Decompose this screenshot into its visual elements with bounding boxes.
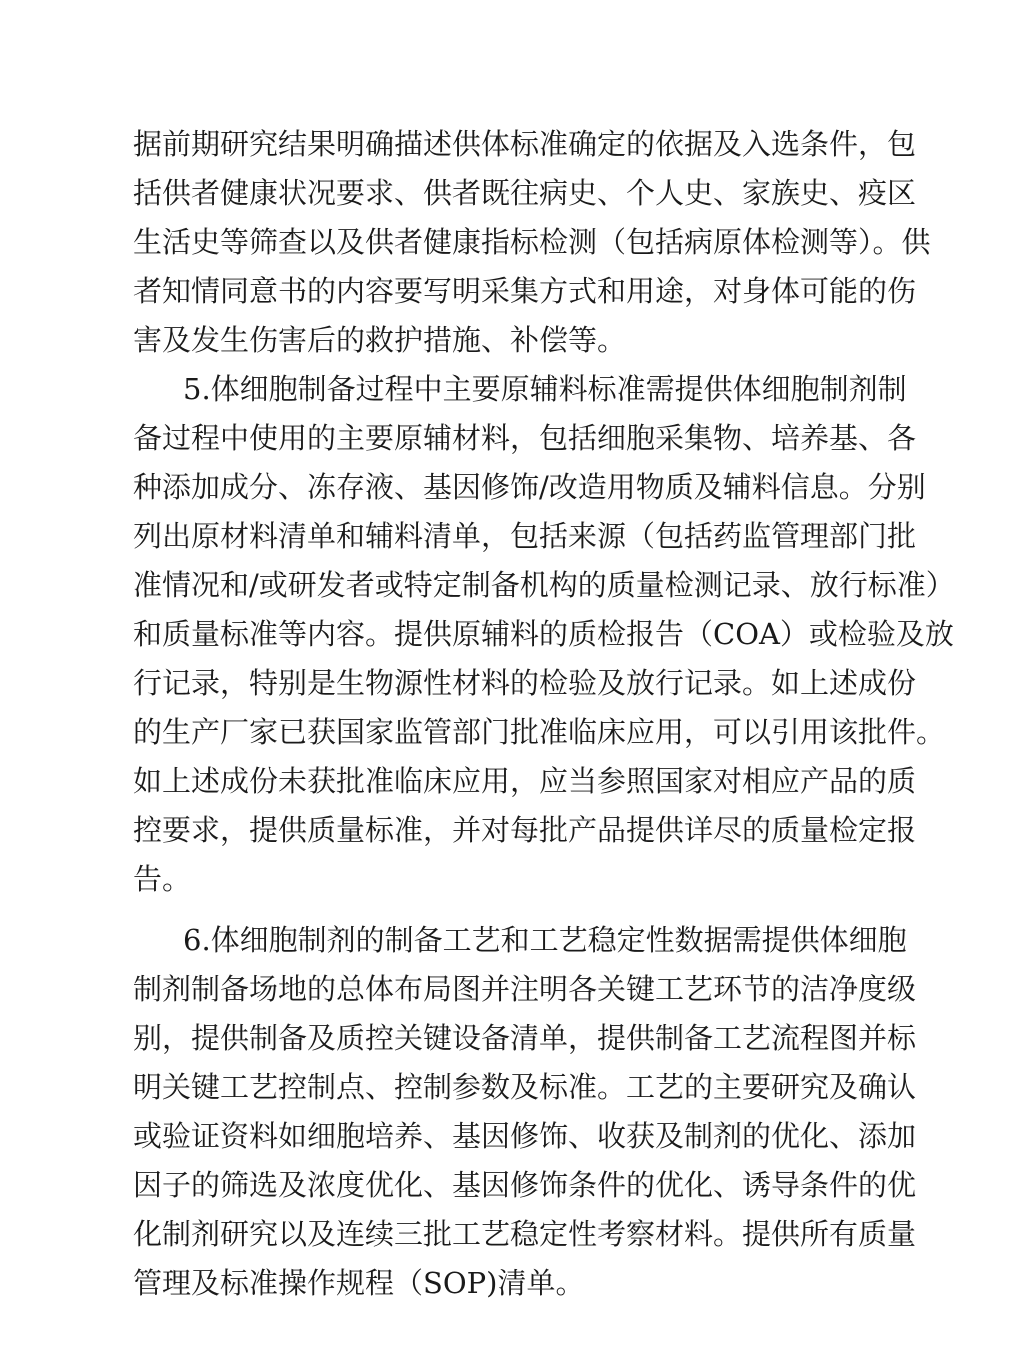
text-line: 和质量标准等内容。提供原辅料的质检报告（COA）或检验及放 xyxy=(133,617,954,651)
text-line: 控要求，提供质量标准，并对每批产品提供详尽的质量检定报 xyxy=(133,813,917,847)
text-line: 因子的筛选及浓度优化、基因修饰条件的优化、诱导条件的优 xyxy=(133,1168,917,1202)
text-line: 害及发生伤害后的救护措施、补偿等。 xyxy=(133,323,627,357)
text-line: 行记录，特别是生物源性材料的检验及放行记录。如上述成份 xyxy=(133,666,917,700)
text-line: 或验证资料如细胞培养、基因修饰、收获及制剂的优化、添加 xyxy=(133,1119,917,1153)
text-line: 种添加成分、冻存液、基因修饰/改造用物质及辅料信息。分别 xyxy=(133,470,926,504)
text-line: 准情况和/或研发者或特定制备机构的质量检测记录、放行标准） xyxy=(133,568,955,602)
text-line: 者知情同意书的内容要写明采集方式和用途，对身体可能的伤 xyxy=(133,274,917,308)
text-line: 制剂制备场地的总体布局图并注明各关键工艺环节的洁净度级 xyxy=(133,972,917,1006)
text-line: 告。 xyxy=(133,862,192,896)
paragraph-6 xyxy=(133,916,917,1308)
paragraph-5 xyxy=(133,365,955,904)
paragraph-spacer xyxy=(133,904,893,916)
text-line: 化制剂研究以及连续三批工艺稳定性考察材料。提供所有质量 xyxy=(133,1217,917,1251)
text-line: 括供者健康状况要求、供者既往病史、个人史、家族史、疫区 xyxy=(133,176,917,210)
text-line: 据前期研究结果明确描述供体标准确定的依据及入选条件，包 xyxy=(133,127,917,161)
text-line: 管理及标准操作规程（SOP)清单。 xyxy=(133,1266,585,1300)
text-line: 别，提供制备及质控关键设备清单，提供制备工艺流程图并标 xyxy=(133,1021,917,1055)
text-line: 生活史等筛查以及供者健康指标检测（包括病原体检测等）。供 xyxy=(133,225,931,259)
text-line: 的生产厂家已获国家监管部门批准临床应用，可以引用该批件。 xyxy=(133,715,946,749)
text-line: 备过程中使用的主要原辅材料，包括细胞采集物、培养基、各 xyxy=(133,421,917,455)
text-line: 列出原材料清单和辅料清单，包括来源（包括药监管理部门批 xyxy=(133,519,917,553)
text-line: 明关键工艺控制点、控制参数及标准。工艺的主要研究及确认 xyxy=(133,1070,917,1104)
text-line: 5.体细胞制备过程中主要原辅料标准需提供体细胞制剂制 xyxy=(183,372,907,406)
text-line: 6.体细胞制剂的制备工艺和工艺稳定性数据需提供体细胞 xyxy=(183,923,907,957)
document-body xyxy=(133,120,955,1308)
text-line: 如上述成份未获批准临床应用，应当参照国家对相应产品的质 xyxy=(133,764,917,798)
paragraph-continuation xyxy=(133,120,931,365)
